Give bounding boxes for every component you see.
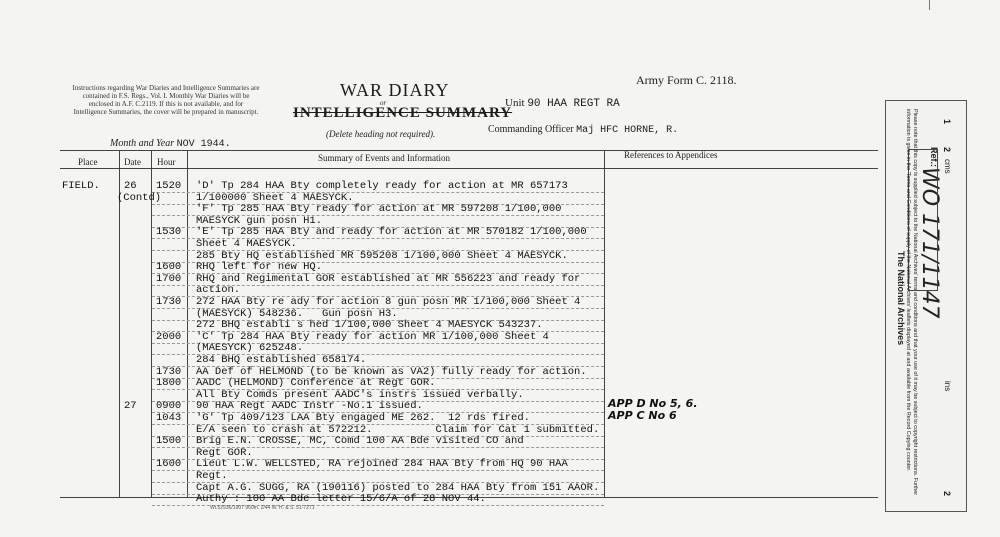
page-title: WAR DIARY: [340, 80, 450, 100]
ruler-mark-ins-2: 2: [942, 491, 952, 497]
entry-hour: 1730: [156, 296, 182, 308]
entry-text: AA Def of HELMOND (to be known as VA2) fully ready for action.: [196, 365, 587, 378]
co-value: Maj HFC HORNE, R.: [576, 125, 679, 136]
entry-text: (MAESYCK) 548236. Gun posn H3.: [196, 307, 398, 320]
printer-line: Wt.52936/1907 960m. 2/44 W. H. & S. 51-7271: [210, 505, 315, 511]
entry-hour: 1043: [156, 412, 182, 424]
scan-mark: [929, 0, 932, 10]
entry-hour: 2000: [156, 330, 182, 343]
co-label: Commanding Officer: [488, 124, 574, 135]
entry-text: MAESYCK gun posn H1.: [196, 214, 323, 227]
entry-text: RHQ and Regimental GOR established at MR 556223 and ready for: [196, 272, 581, 285]
intelligence-summary-heading: INTELLIGENCE SUMMARY: [293, 105, 513, 121]
entry-text: All Bty Comds present AADC's instrs issued verbally.: [196, 388, 524, 401]
unit-value: 90 HAA REGT RA: [527, 98, 620, 110]
or-label: or: [380, 99, 387, 107]
entry-text: Regt.: [196, 470, 228, 482]
entry-place: FIELD.: [62, 180, 100, 192]
entry-text: 285 Bty HQ established MR 595208 1/100,000 Sheet 4 MAESYCK.: [196, 249, 568, 262]
ruler-mark-1: 1: [942, 119, 952, 125]
entry-text: (MAESYCK) 625248.: [196, 342, 304, 355]
ruler-ins: ins: [943, 381, 952, 392]
delete-note: (Delete heading not required).: [326, 129, 436, 139]
col-hour: Hour: [157, 157, 176, 167]
archive-ruler-strip: [885, 100, 967, 512]
army-form-label: Army Form C. 2118.: [636, 73, 737, 87]
col-summary: Summary of Events and Information: [318, 153, 450, 163]
instructions-text: Instructions regarding War Diaries and Intelligence Summaries are contained in F.S. Regs., Vol. I. Monthly War Diaries will be enclosed in A.F. C.2119. If this is not available, and for Intelligence Summaries, the cover will be prepared in manuscript.: [72, 84, 260, 116]
entry-hour: 1600: [156, 458, 182, 471]
copyright-notice: Please note that this copy is supplied subject to the National Archives' terms and conditions and that your use of it may be subject to copyright restrictions. Further information is given in the 'Terms and Conditions of supply of the National Archives' leaflets displayed at and available from the Record Copying counter.: [905, 109, 918, 496]
entry-hour: 1730: [156, 365, 182, 378]
entry-text: 'C' Tp 284 HAA Bty ready for action MR 1/100,000 Sheet 4: [196, 330, 549, 343]
entry-text: E/A seen to crash at 572212. Claim for Cat 1 submitted.: [196, 423, 600, 436]
entry-text: AADC (HELMOND) Conference at Regt GOR.: [196, 377, 436, 390]
entry-text: 'F' Tp 285 HAA Bty ready for action at MR 597208 1/100,000: [196, 203, 562, 216]
ruler-cms: cms: [943, 159, 952, 174]
entry-text: Regt GOR.: [196, 446, 253, 459]
entry-text: 272 HAA Bty re ady for action 8 gun posn MR 1/100,000 Sheet 4: [196, 296, 581, 308]
entry-hour: 1800: [156, 377, 182, 390]
ruler-mark-2: 2: [942, 147, 952, 153]
entry-hour: 1500: [156, 435, 182, 448]
entry-hour: 0900: [156, 400, 182, 413]
entry-text: RHQ left for new HQ.: [196, 261, 323, 274]
entry-text: action.: [196, 284, 241, 297]
entry-text: 272 BHQ establi s hed 1/100,000 Sheet 4 MAESYCK 543237.: [196, 319, 543, 332]
entry-text: Capt A.G. SUGG, RA (190116) posted to 284 HAA Bty from 151 AAOR.: [196, 481, 600, 494]
unit-label: Unit: [505, 97, 525, 109]
entry-text: 1/100000 Sheet 4 MAESYCK.: [196, 191, 354, 204]
ref-label: Ref.:: [929, 147, 939, 167]
entry-text: 284 BHQ established 658174.: [196, 354, 367, 366]
entry-text: Authy : 100 AA Bde letter 15/6/A of 28 NOV 44.: [196, 493, 486, 506]
col-place: Place: [78, 157, 98, 167]
entry-text: Lieut L.W. WELLSTED, RA rejoined 284 HAA Bty from HQ 90 HAA: [196, 458, 568, 471]
month-label: Month and Year: [110, 138, 175, 149]
month-value: NOV 1944.: [176, 139, 231, 150]
month-year-field: [110, 138, 231, 150]
col-date: Date: [124, 157, 141, 167]
entry-hour: 1700: [156, 272, 182, 285]
entry-date: 27: [124, 400, 137, 413]
unit-field: [505, 97, 620, 110]
entry-text: Brig E.N. CROSSE, MC, Comd 100 AA Bde visited CO and: [196, 435, 524, 448]
entry-hour: 1600: [156, 261, 182, 274]
entry-text: 90 HAA Regt AADC Instr -No.1 issued.: [196, 400, 423, 413]
appendix-ref: APP D No 5, 6.: [608, 397, 698, 411]
entry-date: (Contd): [117, 191, 162, 204]
entry-hour: 1530: [156, 226, 182, 239]
entry-text: Sheet 4 MAESYCK.: [196, 238, 297, 250]
archives-label: The National Archives: [896, 251, 906, 346]
commanding-officer-field: [488, 124, 678, 136]
entry-text: 'G' Tp 409/123 LAA Bty engaged ME 262. 12 rds fired.: [196, 412, 530, 424]
entry-text: 'D' Tp 284 HAA Bty completely ready for action at MR 657173: [196, 180, 568, 192]
ref-value: WO 171/1147: [917, 167, 942, 319]
appendix-ref: APP C No 6: [608, 409, 677, 422]
entry-date: 26: [124, 180, 137, 192]
entry-text: 'E' Tp 285 HAA Bty and ready for action at MR 570182 1/100,000: [196, 226, 587, 239]
entry-hour: 1520: [156, 180, 182, 192]
col-references: References to Appendices: [624, 150, 718, 160]
